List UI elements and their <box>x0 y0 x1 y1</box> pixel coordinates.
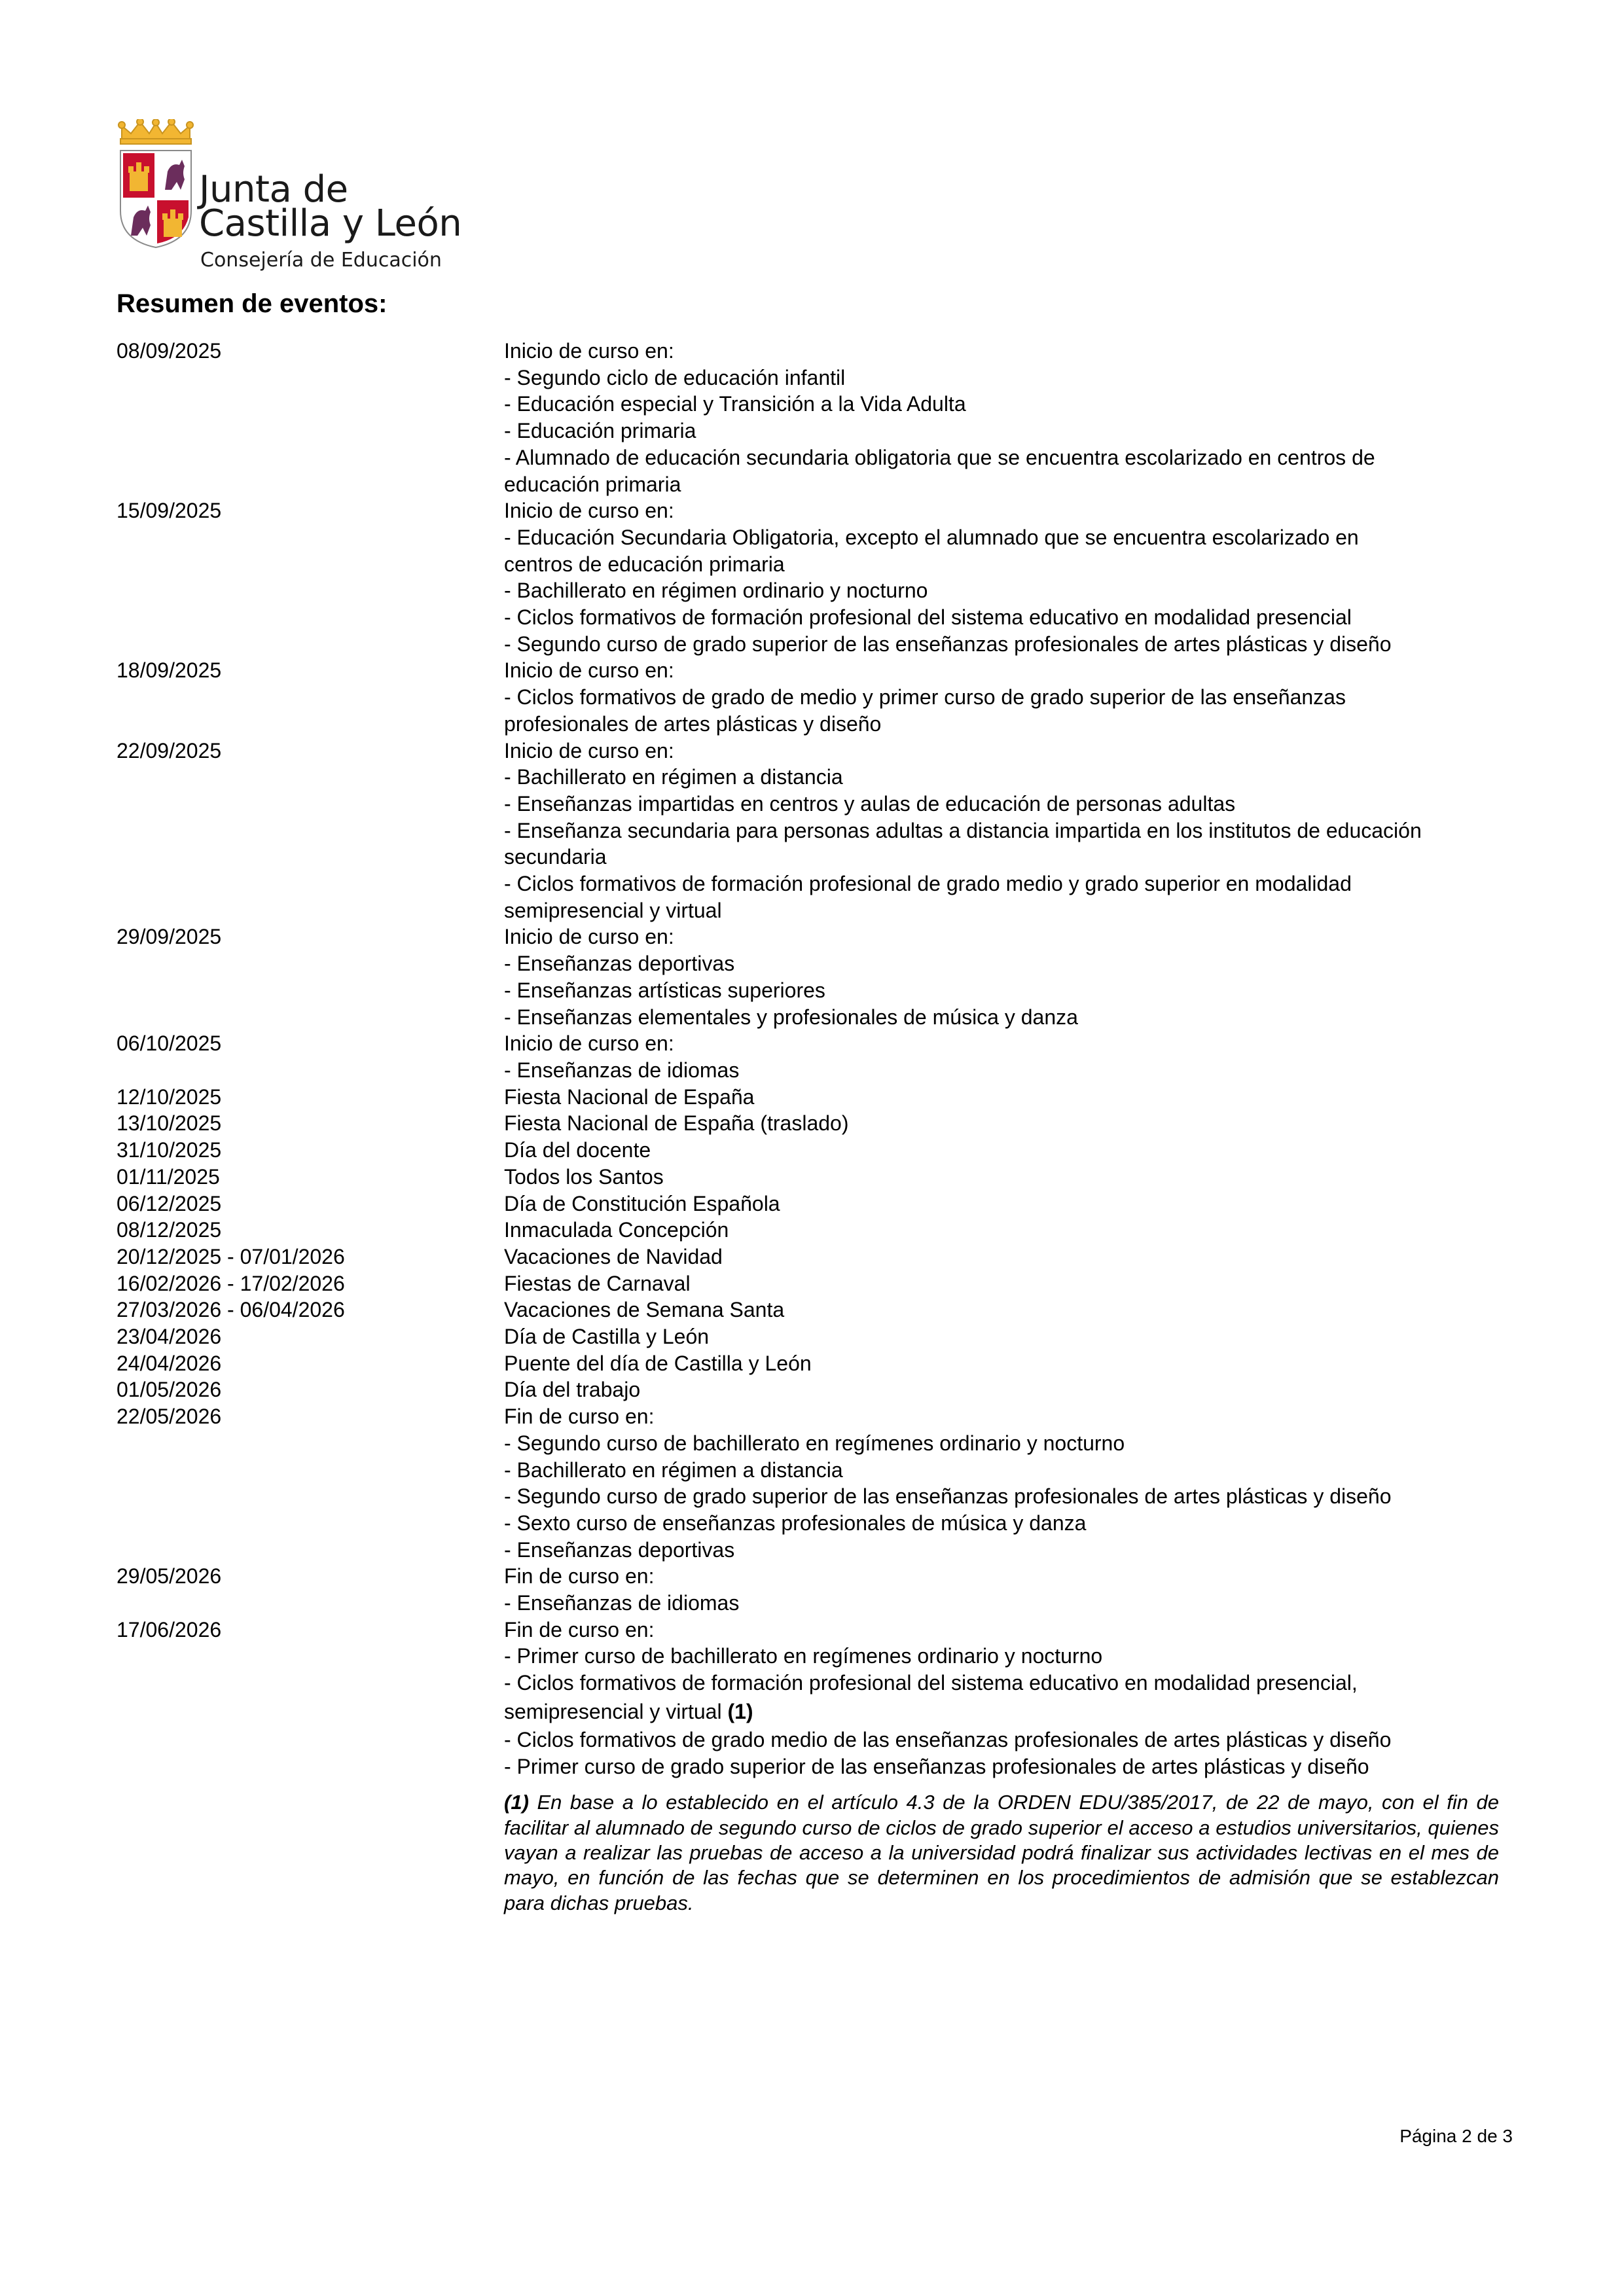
event-line <box>504 1376 1624 1403</box>
event-description <box>504 657 1624 737</box>
event-line-text: - Enseñanzas deportivas <box>504 952 735 976</box>
event-line-text: Inmaculada Concepción <box>504 1218 729 1242</box>
event-line-text: Inicio de curso en: <box>504 499 674 523</box>
event-date: 06/12/2025 <box>117 1191 222 1215</box>
event-line-text: - Ciclos formativos de grado de medio y primer curso de grado superior de las enseñanzas <box>504 685 1346 709</box>
event-description <box>504 738 1624 924</box>
footnote-text: En base a lo establecido en el artículo 4.3 de la ORDEN EDU/385/2017, de 22 de mayo, con el fin de facilitar al alumnado de segundo curso de ciclos de grado superior el acceso a estudios universitarios, quienes vayan a realizar las pruebas de acceso a la universidad podrá finalizar sus actividades lectivas en el mes de mayo, en función de las fechas que se determinen en los procedimientos de admisión que se establezcan para dichas pruebas. <box>504 1791 1499 1914</box>
event-line <box>504 1670 1624 1696</box>
event-line-text: - Enseñanzas impartidas en centros y aulas de educación de personas adultas <box>504 791 1236 816</box>
event-row <box>117 1137 1517 1164</box>
event-line <box>504 1084 1624 1111</box>
event-line <box>504 1137 1624 1164</box>
event-line-text: Fin de curso en: <box>504 1564 655 1588</box>
event-line <box>504 897 1624 924</box>
event-line-text: Inicio de curso en: <box>504 658 674 683</box>
event-row <box>117 1030 1517 1083</box>
event-description <box>504 1350 1624 1377</box>
event-line-text: Fiesta Nacional de España <box>504 1085 755 1109</box>
event-line <box>504 924 1624 950</box>
event-row <box>117 1350 1517 1377</box>
logo-department: Consejería de Educación <box>200 249 442 272</box>
event-line-text: semipresencial y virtual <box>504 898 722 922</box>
event-line <box>504 1004 1624 1031</box>
event-line-text: - Enseñanzas de idiomas <box>504 1591 740 1615</box>
event-line-text: Fin de curso en: <box>504 1405 655 1429</box>
event-line <box>504 1510 1624 1537</box>
event-line <box>504 391 1624 418</box>
event-row <box>117 1563 1517 1616</box>
event-line-text: - Segundo curso de grado superior de las enseñanzas profesionales de artes plásticas y diseño <box>504 1484 1392 1509</box>
event-line <box>504 738 1624 764</box>
event-date: 15/09/2025 <box>117 499 222 523</box>
event-line <box>504 1030 1624 1057</box>
event-line-text: - Bachillerato en régimen a distancia <box>504 765 843 789</box>
event-date: 22/05/2026 <box>117 1405 222 1429</box>
event-line-text: - Ciclos formativos de formación profesional de grado medio y grado superior en modalidad <box>504 872 1352 896</box>
event-line <box>504 1057 1624 1084</box>
event-line-text: Inicio de curso en: <box>504 339 674 363</box>
event-date: 22/09/2025 <box>117 738 222 762</box>
event-line-text: Vacaciones de Navidad <box>504 1244 723 1268</box>
event-line <box>504 1350 1624 1377</box>
event-line-text: educación primaria <box>504 472 681 496</box>
event-line <box>504 1270 1624 1297</box>
event-line <box>504 844 1624 870</box>
event-line <box>504 444 1624 471</box>
event-description <box>504 1191 1624 1217</box>
event-date: 06/10/2025 <box>117 1031 222 1056</box>
event-line-text: - Enseñanzas deportivas <box>504 1537 735 1562</box>
event-line-text: Inicio de curso en: <box>504 925 674 949</box>
event-line-text: - Primer curso de bachillerato en regímenes ordinario y nocturno <box>504 1644 1103 1668</box>
logo-text-line1: Junta de <box>199 168 348 211</box>
event-line <box>504 1727 1624 1753</box>
event-row <box>117 1297 1517 1323</box>
event-line-text: - Primer curso de grado superior de las enseñanzas profesionales de artes plásticas y diseño <box>504 1754 1369 1778</box>
event-date: 29/05/2026 <box>117 1564 222 1588</box>
event-line <box>504 1430 1624 1457</box>
event-line <box>504 1457 1624 1484</box>
event-line-text: Día de Castilla y León <box>504 1325 710 1349</box>
event-row <box>117 1270 1517 1297</box>
event-line <box>504 1191 1624 1217</box>
event-row <box>117 1403 1517 1563</box>
event-line-text: - Enseñanzas de idiomas <box>504 1058 740 1082</box>
event-line <box>504 1483 1624 1510</box>
event-line-text: Puente del día de Castilla y León <box>504 1351 812 1375</box>
event-line <box>504 950 1624 977</box>
event-row <box>117 1323 1517 1350</box>
event-line <box>504 764 1624 791</box>
event-description <box>504 1376 1624 1403</box>
event-description <box>504 1270 1624 1297</box>
event-description <box>504 1297 1624 1323</box>
event-description <box>504 1217 1624 1244</box>
event-description <box>504 1137 1624 1164</box>
event-line <box>504 1323 1624 1350</box>
event-row <box>117 1110 1517 1137</box>
event-line-text: - Bachillerato en régimen ordinario y nocturno <box>504 579 928 603</box>
event-description <box>504 1164 1624 1191</box>
event-line <box>504 1297 1624 1323</box>
event-date: 13/10/2025 <box>117 1111 222 1136</box>
event-description <box>504 924 1624 1030</box>
event-date: 01/11/2025 <box>117 1164 220 1189</box>
event-line-text: - Enseñanzas artísticas superiores <box>504 978 825 1002</box>
event-line <box>504 1110 1624 1137</box>
event-description <box>504 497 1624 657</box>
event-date: 08/12/2025 <box>117 1218 222 1242</box>
event-line <box>504 1753 1624 1780</box>
event-line <box>504 791 1624 817</box>
event-line-text: Inicio de curso en: <box>504 738 674 762</box>
event-row <box>117 338 1517 497</box>
event-line <box>504 338 1624 365</box>
event-line-text: - Ciclos formativos de grado medio de las enseñanzas profesionales de artes plásticas y diseño <box>504 1727 1392 1751</box>
event-line <box>504 711 1624 738</box>
junta-castilla-leon-logo <box>117 119 470 276</box>
page-number: Página 2 de 3 <box>1399 2126 1513 2146</box>
event-line-text: Día del trabajo <box>504 1378 641 1402</box>
event-line <box>504 1643 1624 1670</box>
event-line <box>504 524 1624 551</box>
event-line <box>504 497 1624 524</box>
event-line <box>504 1164 1624 1191</box>
event-row <box>117 657 1517 737</box>
footnote <box>504 1790 1499 1916</box>
event-line <box>504 1563 1624 1590</box>
event-row <box>117 1084 1517 1111</box>
event-line <box>504 551 1624 578</box>
event-line <box>504 684 1624 711</box>
event-line <box>504 1590 1624 1617</box>
event-line <box>504 870 1624 897</box>
event-line <box>504 1403 1624 1430</box>
event-line-text: centros de educación primaria <box>504 552 785 576</box>
event-line-text: - Enseñanza secundaria para personas adultas a distancia impartida en los institutos de educación <box>504 818 1422 842</box>
event-line-text: Vacaciones de Semana Santa <box>504 1298 785 1322</box>
event-line-text: - Ciclos formativos de formación profesional del sistema educativo en modalidad presencial, <box>504 1671 1358 1695</box>
event-line-text: - Bachillerato en régimen a distancia <box>504 1458 843 1482</box>
event-line <box>504 1537 1624 1564</box>
event-line-text: - Educación primaria <box>504 419 696 443</box>
event-description <box>504 1084 1624 1111</box>
event-line <box>504 418 1624 444</box>
event-date: 23/04/2026 <box>117 1325 222 1349</box>
event-date: 18/09/2025 <box>117 658 222 683</box>
event-line-text: semipresencial y virtual <box>504 1699 722 1723</box>
event-description <box>504 1403 1624 1563</box>
event-line-text: Día de Constitución Española <box>504 1191 780 1215</box>
event-line <box>504 1244 1624 1270</box>
event-line <box>504 604 1624 631</box>
event-line <box>504 977 1624 1004</box>
event-line <box>504 657 1624 684</box>
event-line-text: Todos los Santos <box>504 1164 664 1189</box>
event-line-text: secundaria <box>504 845 607 869</box>
event-line-text: Fiesta Nacional de España (traslado) <box>504 1111 849 1136</box>
event-line-text: Día del docente <box>504 1138 651 1162</box>
event-row <box>117 738 1517 924</box>
event-line <box>504 1617 1624 1643</box>
event-row <box>117 497 1517 657</box>
event-line-text: Fiestas de Carnaval <box>504 1271 691 1295</box>
event-date: 12/10/2025 <box>117 1085 222 1109</box>
event-description <box>504 1244 1624 1270</box>
event-row <box>117 1376 1517 1403</box>
event-line <box>504 1696 1624 1727</box>
event-description <box>504 338 1624 497</box>
event-date: 29/09/2025 <box>117 925 222 949</box>
event-date: 31/10/2025 <box>117 1138 222 1162</box>
event-date: 01/05/2026 <box>117 1378 222 1402</box>
logo-text-line2: Castilla y León <box>199 202 462 245</box>
event-line-text: - Segundo curso de bachillerato en regímenes ordinario y nocturno <box>504 1431 1125 1455</box>
event-line-text: - Alumnado de educación secundaria obligatoria que se encuentra escolarizado en centros de <box>504 445 1375 469</box>
event-date: 20/12/2025 - 07/01/2026 <box>117 1244 345 1268</box>
event-line-text: Inicio de curso en: <box>504 1031 674 1056</box>
event-date: 27/03/2026 - 06/04/2026 <box>117 1298 345 1322</box>
event-row <box>117 1164 1517 1191</box>
event-line-text: - Enseñanzas elementales y profesionales de música y danza <box>504 1005 1078 1029</box>
event-description <box>504 1030 1624 1083</box>
footnote-marker: (1) <box>727 1699 753 1723</box>
event-date: 08/09/2025 <box>117 339 222 363</box>
event-row <box>117 1217 1517 1244</box>
event-line-text: - Segundo ciclo de educación infantil <box>504 365 846 389</box>
event-line-text: - Segundo curso de grado superior de las enseñanzas profesionales de artes plásticas y diseño <box>504 632 1392 656</box>
event-row <box>117 1244 1517 1270</box>
event-line <box>504 365 1624 391</box>
event-date: 16/02/2026 - 17/02/2026 <box>117 1271 345 1295</box>
coat-of-arms-icon <box>117 119 195 250</box>
footnote-ref: (1) <box>504 1791 529 1814</box>
event-row <box>117 924 1517 1030</box>
event-line-text: - Sexto curso de enseñanzas profesionales de música y danza <box>504 1511 1087 1535</box>
event-line-text: - Ciclos formativos de formación profesional del sistema educativo en modalidad presencial <box>504 605 1352 630</box>
event-line <box>504 631 1624 658</box>
event-line-text: profesionales de artes plásticas y diseño <box>504 711 882 736</box>
section-heading: Resumen de eventos: <box>117 289 388 318</box>
event-date: 17/06/2026 <box>117 1617 222 1641</box>
event-line <box>504 577 1624 604</box>
event-description <box>504 1617 1624 1780</box>
event-line <box>504 471 1624 498</box>
event-description <box>504 1323 1624 1350</box>
event-row <box>117 1617 1517 1780</box>
event-line <box>504 817 1624 844</box>
event-description <box>504 1110 1624 1137</box>
event-line-text: - Educación especial y Transición a la Vida Adulta <box>504 392 966 416</box>
event-line-text: - Educación Secundaria Obligatoria, excepto el alumnado que se encuentra escolarizado en <box>504 525 1359 549</box>
event-line-text: Fin de curso en: <box>504 1617 655 1641</box>
event-description <box>504 1563 1624 1616</box>
event-date: 24/04/2026 <box>117 1351 222 1375</box>
events-list <box>117 338 1517 1916</box>
event-line <box>504 1217 1624 1244</box>
event-row <box>117 1191 1517 1217</box>
